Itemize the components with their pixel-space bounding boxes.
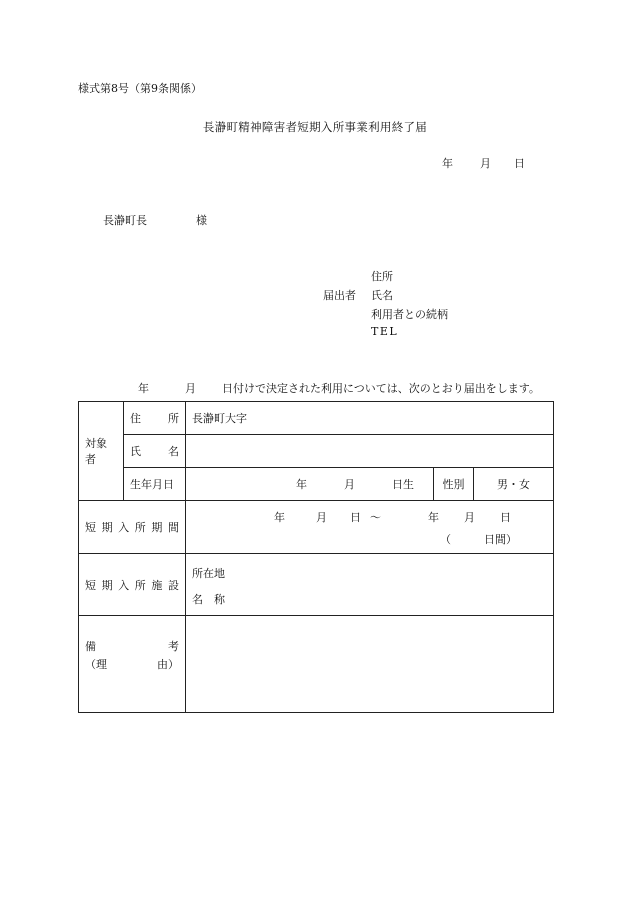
name-label: 氏 名 — [124, 435, 186, 468]
applicant-name-label: 氏名 — [371, 289, 393, 302]
applicant-label: 届出者 — [323, 289, 356, 302]
period-paren-open: （ — [440, 533, 451, 546]
period-label: 短 期 入 所 期 間 — [79, 501, 186, 554]
birth-value[interactable] — [186, 468, 434, 501]
facility-name-label: 名 称 — [192, 592, 225, 606]
period-value[interactable] — [186, 501, 554, 554]
addressee-name: 長瀞町長 — [103, 214, 147, 227]
facility-label: 短 期 入 所 施 設 — [79, 554, 186, 616]
period-to-day: 日 — [500, 511, 511, 524]
intro-sentence — [138, 380, 540, 396]
birth-year-label: 年 — [296, 478, 307, 491]
facility-location-label: 所在地 — [192, 566, 225, 580]
applicant-address-label: 住所 — [371, 270, 393, 283]
period-tilde: ～ — [370, 511, 381, 524]
form-title: 長瀞町精神障害者短期入所事業利用終了届 — [202, 120, 428, 134]
sex-value[interactable]: 男・女 — [474, 468, 554, 501]
date-month-label: 月 — [480, 157, 491, 170]
period-days-label: 日間） — [484, 533, 517, 546]
date-year-label: 年 — [442, 157, 453, 170]
birth-label: 生年月日 — [124, 468, 186, 501]
period-from-year: 年 — [274, 511, 285, 524]
sex-label: 性別 — [434, 468, 474, 501]
applicant-relation-label: 利用者との続柄 — [371, 308, 448, 321]
intro-text: 日付けで決定された利用については、次のとおり届出をします。 — [222, 382, 540, 395]
period-to-year: 年 — [428, 511, 439, 524]
date-day-label: 日 — [514, 157, 525, 170]
intro-month: 月 — [185, 382, 196, 395]
remarks-value[interactable] — [186, 616, 554, 713]
address-value[interactable]: 長瀞町大字 — [186, 402, 554, 435]
period-from-day: 日 — [350, 511, 361, 524]
facility-value[interactable] — [186, 554, 554, 616]
period-from-month: 月 — [316, 511, 327, 524]
address-label: 住 所 — [124, 402, 186, 435]
birth-month-label: 月 — [344, 478, 355, 491]
birth-day-label: 日生 — [392, 478, 414, 491]
applicant-tel-label: TEL — [371, 325, 399, 338]
form-table — [78, 401, 554, 713]
remarks-label: 備 考 （理 由） — [79, 616, 186, 713]
form-number: 様式第8号（第9条関係） — [78, 82, 202, 95]
name-value[interactable] — [186, 435, 554, 468]
period-to-month: 月 — [464, 511, 475, 524]
subject-label: 対象者 — [79, 402, 124, 501]
intro-year: 年 — [138, 382, 149, 395]
addressee-honorific: 様 — [196, 214, 207, 227]
